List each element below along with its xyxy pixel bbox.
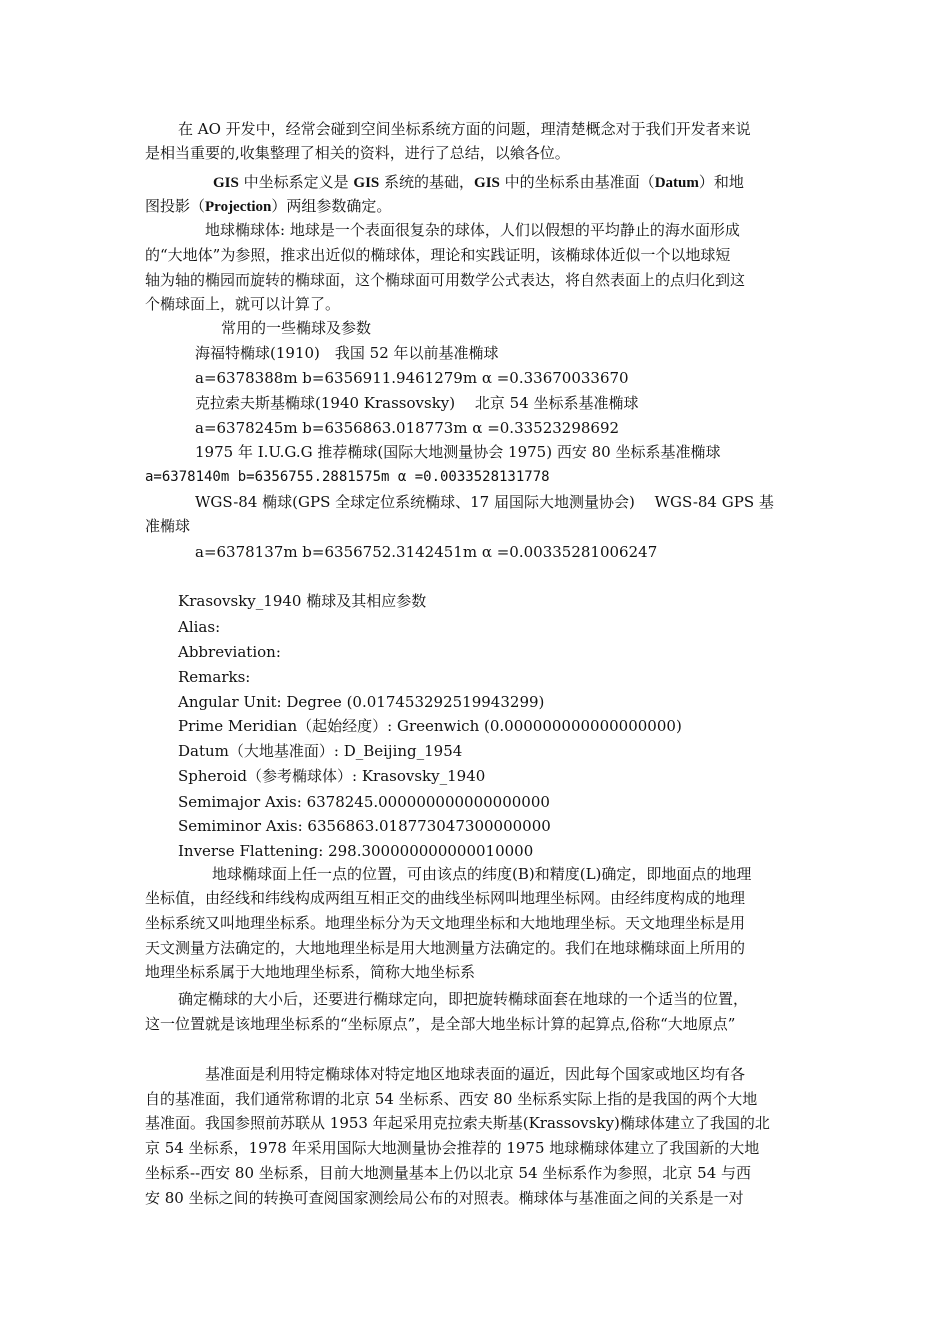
krasovsky-remarks: Remarks: [178,668,251,686]
term-gis: GIS [353,175,380,191]
para-1-line-1: 在 AO 开发中，经常会碰到空间坐标系统方面的问题，理清楚概念对于我们开发者来说 [178,120,751,138]
ellipsoid-wgs84-name-cont: 准椭球 [145,517,191,535]
text-run: ）两组参数确定。 [271,197,392,215]
para-1-line-2: 是相当重要的,收集整理了相关的资料，进行了总结，以飨各位。 [145,144,570,162]
term-gis: GIS [213,175,239,191]
text-run: 系统的基础， [379,173,475,191]
para-3-line-4: 个椭球面上，就可以计算了。 [145,295,341,313]
term-gis: GIS [474,175,500,191]
para-6-line-1: 确定椭球的大小后，还要进行椭球定向，即把旋转椭球面套在地球的一个适当的位置， [178,990,749,1008]
para-5-line-5: 地理坐标系属于大地地理坐标系，简称大地坐标系 [145,963,476,981]
para-7-line-4: 京 54 坐标系，1978 年采用国际大地测量协会推荐的 1975 地球椭球体建立了我国新的大地 [145,1139,760,1157]
krasovsky-abbreviation: Abbreviation: [178,643,281,661]
krasovsky-alias: Alias: [178,618,221,636]
para-7-line-2: 自的基准面，我们通常称谓的北京 54 坐标系、西安 80 坐标系实际上指的是我国的两个大地 [145,1090,758,1108]
krasovsky-semimajor-axis: Semimajor Axis: 6378245.000000000000000000 [178,793,550,811]
ellipsoid-krassovsky-name: 克拉索夫斯基椭球(1940 Krassovsky) 北京 54 坐标系基准椭球 [195,394,639,412]
ellipsoid-krassovsky-params: a=6378245m b=6356863.018773m α =0.33523298692 [195,419,620,437]
krasovsky-datum: Datum（大地基准面）: D_Beijing_1954 [178,742,463,760]
term-datum: Datum [654,175,699,191]
para-7-line-6: 安 80 坐标之间的转换可查阅国家测绘局公布的对照表。椭球体与基准面之间的关系是一对 [145,1189,744,1207]
para-5-line-2: 坐标值，由经线和纬线构成两组互相正交的曲线坐标网叫地理坐标网。由经纬度构成的地理 [145,889,746,907]
para-2-line-2 [145,194,391,219]
ellipsoid-hayford-name: 海福特椭球(1910) 我国 52 年以前基准椭球 [195,344,499,362]
krasovsky-angular-unit: Angular Unit: Degree (0.017453292519943299) [178,693,545,711]
krasovsky-spheroid: Spheroid（参考椭球体）: Krasovsky_1940 [178,767,486,785]
para-7-line-5: 坐标系--西安 80 坐标系，目前大地测量基本上仍以北京 54 坐标系作为参照，北京 54 与西 [145,1164,752,1182]
ellipsoid-wgs84-name: WGS-84 椭球(GPS 全球定位系统椭球、17 届国际大地测量协会) WGS-84 GPS 基 [195,493,774,511]
ellipsoid-iugg1975-name: 1975 年 I.U.G.G 推荐椭球(国际大地测量协会 1975) 西安 80 坐标系基准椭球 [195,443,721,461]
krasovsky-inverse-flattening: Inverse Flattening: 298.300000000000010000 [178,842,534,860]
para-3-line-2: 的“大地体”为参照，推求出近似的椭球体，理论和实践证明，该椭球体近似一个以地球短 [145,246,731,264]
krasovsky-prime-meridian: Prime Meridian（起始经度）: Greenwich (0.000000000000000000) [178,717,682,735]
ellipsoid-iugg1975-params: a=6378140m b=6356755.2881575m α =0.0033528131778 [145,469,550,485]
krasovsky-title: Krasovsky_1940 椭球及其相应参数 [178,592,427,610]
text-run: ）和地 [698,173,744,191]
para-5-line-4: 天文测量方法确定的，大地地理坐标是用大地测量方法确定的。我们在地球椭球面上所用的 [145,939,746,957]
para-5-line-1: 地球椭球面上任一点的位置，可由该点的纬度(B)和精度(L)确定，即地面点的地理 [212,865,752,883]
para-3-line-3: 轴为轴的椭园而旋转的椭球面，这个椭球面可用数学公式表达，将自然表面上的点归化到这 [145,271,746,289]
krasovsky-semiminor-axis: Semiminor Axis: 6356863.018773047300000000 [178,817,551,835]
para-3-line-1: 地球椭球体: 地球是一个表面很复杂的球体，人们以假想的平均静止的海水面形成 [205,221,740,239]
ellipsoid-wgs84-params: a=6378137m b=6356752.3142451m α =0.00335281006247 [195,543,658,561]
para-6-line-2: 这一位置就是该地理坐标系的“坐标原点”，是全部大地坐标计算的起算点,俗称“大地原点” [145,1015,736,1033]
term-projection: Projection [205,199,272,215]
section-heading-common-ellipsoids: 常用的一些椭球及参数 [221,319,372,337]
para-2-line-1 [213,170,744,195]
para-7-line-3: 基准面。我国参照前苏联从 1953 年起采用克拉索夫斯基(Krassovsky)椭球体建立了我国的北 [145,1114,770,1132]
text-run: 中坐标系定义是 [238,173,354,191]
para-5-line-3: 坐标系统又叫地理坐标系。地理坐标分为天文地理坐标和大地地理坐标。天文地理坐标是用 [145,914,746,932]
para-7-line-1: 基准面是利用特定椭球体对特定地区地球表面的逼近，因此每个国家或地区均有各 [205,1065,746,1083]
text-run: 中的坐标系由基准面（ [499,173,655,191]
text-run: 图投影（ [145,197,206,215]
ellipsoid-hayford-params: a=6378388m b=6356911.9461279m α =0.33670033670 [195,369,629,387]
